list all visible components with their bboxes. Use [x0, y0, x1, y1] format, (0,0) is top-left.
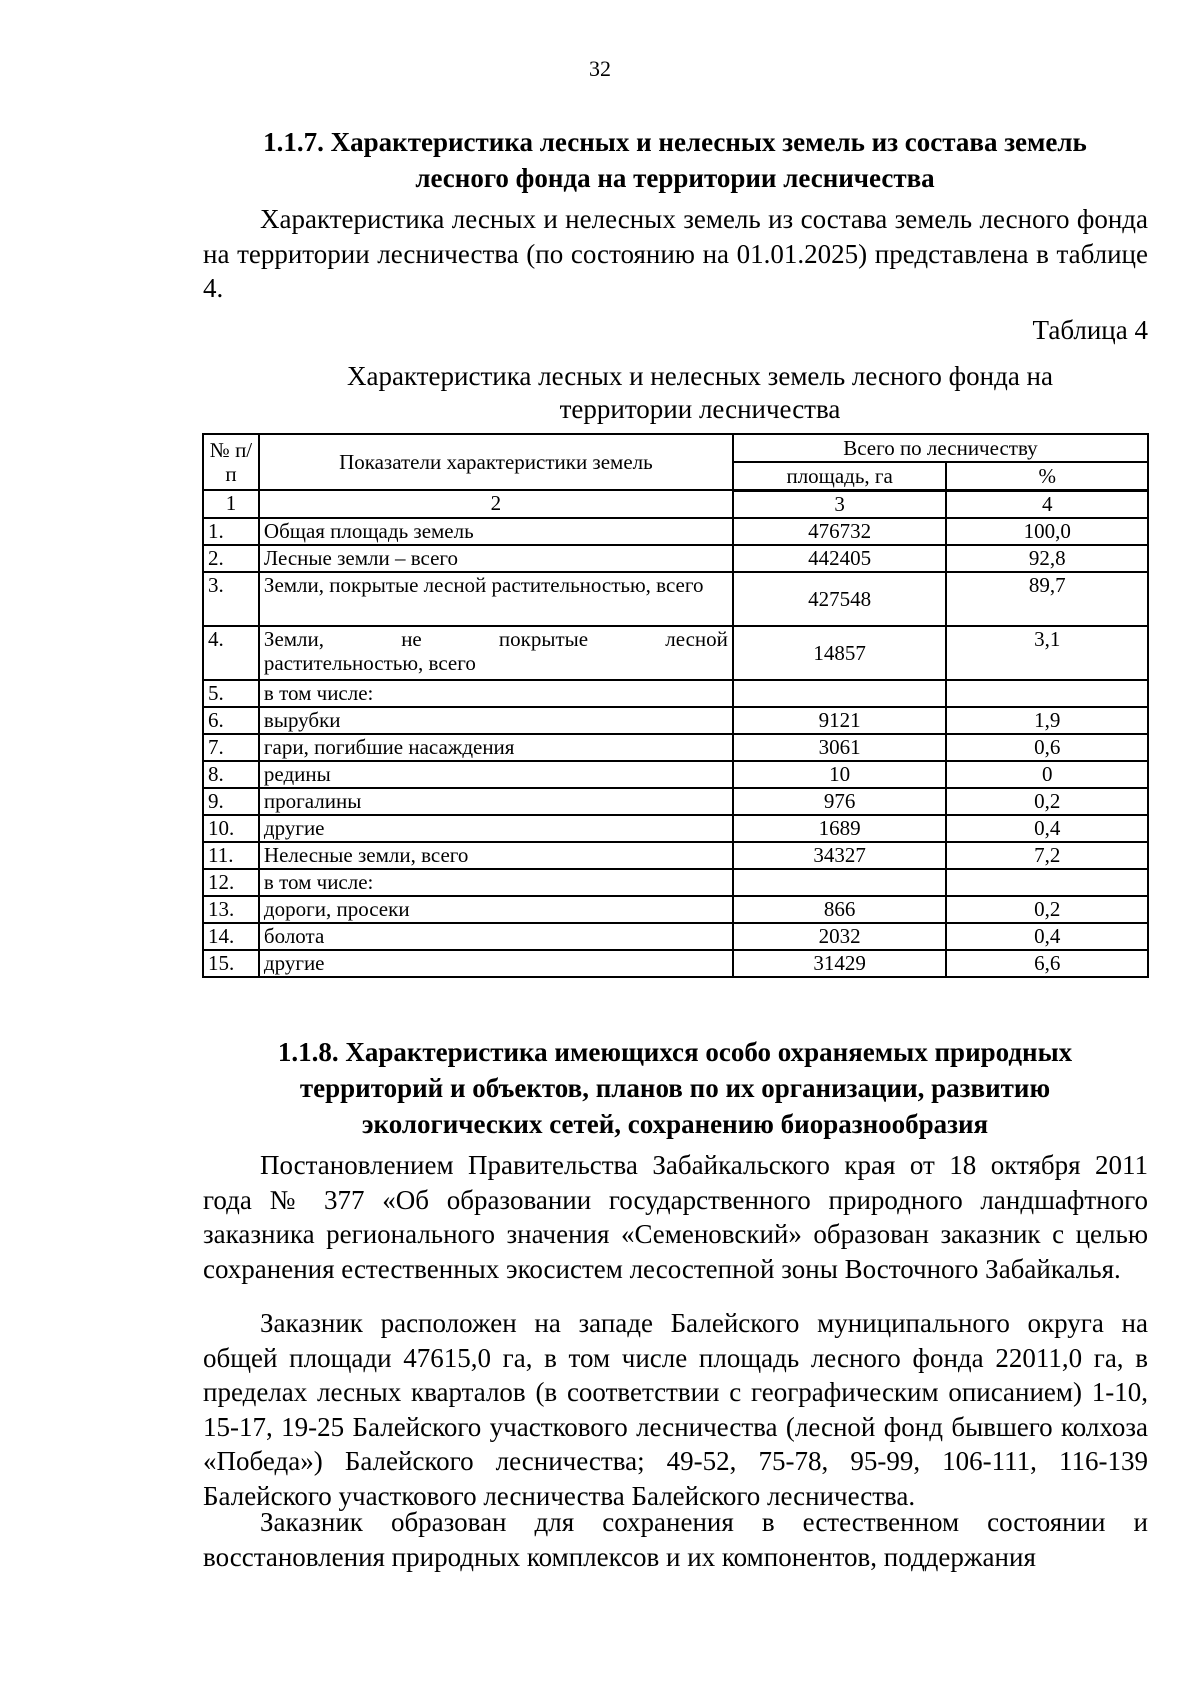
row-area: 427548: [733, 572, 947, 626]
row-area: 1689: [733, 815, 947, 842]
col-number: 4: [946, 490, 1148, 518]
table-row: [203, 518, 1148, 545]
row-number: 11.: [203, 842, 259, 869]
row-number: 13.: [203, 896, 259, 923]
header-percent: %: [946, 462, 1148, 490]
row-number: 12.: [203, 869, 259, 896]
row-area: 31429: [733, 950, 947, 977]
row-percent: 7,2: [946, 842, 1148, 869]
heading-line: экологических сетей, сохранению биоразнообразия: [361, 1109, 989, 1139]
row-number: 14.: [203, 923, 259, 950]
row-percent: 0,2: [946, 896, 1148, 923]
col-number: 1: [203, 490, 259, 518]
header-total: Всего по лесничеству: [733, 434, 1148, 462]
row-name: вырубки: [259, 707, 733, 734]
row-name-line: растительностью, всего: [263, 651, 476, 675]
row-percent: 0,4: [946, 923, 1148, 950]
paragraph-purpose: Заказник образован для сохранения в естественном состоянии и восстановления природных комплексов и их компонентов, поддержания: [203, 1507, 1148, 1572]
row-number: 9.: [203, 788, 259, 815]
row-percent: 1,9: [946, 707, 1148, 734]
paragraph-resolution: Постановлением Правительства Забайкальского края от 18 октября 2011 года № 377 «Об образовании государственного природного ландшафтного заказника регионального значения «Семеновский» образован заказник с целью сохранения естественных экосистем лесостепной зоны Восточного Забайкалья.: [203, 1150, 1148, 1284]
heading-line: 1.1.8. Характеристика имеющихся особо охраняемых природных: [277, 1037, 1073, 1067]
row-number: 5.: [203, 680, 259, 707]
col-number: 2: [259, 490, 733, 518]
row-name: в том числе:: [259, 680, 733, 707]
row-number: 10.: [203, 815, 259, 842]
section-heading-1-1-7: [200, 124, 1150, 196]
table-row: [203, 788, 1148, 815]
row-percent: 89,7: [946, 572, 1148, 626]
row-name-line: Земли, не покрытые лесной: [263, 627, 728, 651]
row-name: в том числе:: [259, 869, 733, 896]
header-area: площадь, га: [733, 462, 947, 490]
row-number: 8.: [203, 761, 259, 788]
row-number: 15.: [203, 950, 259, 977]
heading-line: территорий и объектов, планов по их организации, развитию: [299, 1073, 1051, 1103]
row-name: другие: [259, 815, 733, 842]
table-row: [203, 761, 1148, 788]
row-area: 442405: [733, 545, 947, 572]
header-indicator: Показатели характеристики земель: [259, 434, 733, 490]
table-row: [203, 572, 1148, 626]
caption-line: Характеристика лесных и нелесных земель лесного фонда на: [347, 361, 1053, 391]
row-area: 866: [733, 896, 947, 923]
table-row: [203, 896, 1148, 923]
row-name: редины: [259, 761, 733, 788]
table-row: [203, 626, 1148, 680]
caption-line: территории лесничества: [559, 394, 841, 424]
table-row: [203, 950, 1148, 977]
row-name: Общая площадь земель: [259, 518, 733, 545]
row-percent: 6,6: [946, 950, 1148, 977]
row-percent: 0,2: [946, 788, 1148, 815]
row-number: 7.: [203, 734, 259, 761]
row-name: Лесные земли – всего: [259, 545, 733, 572]
land-characteristics-table: [202, 433, 1149, 978]
table-header-row: [203, 434, 1148, 462]
page-number: 32: [589, 56, 611, 81]
row-number: 3.: [203, 572, 259, 626]
row-area: 3061: [733, 734, 947, 761]
row-name: дороги, просеки: [259, 896, 733, 923]
row-name: [259, 626, 733, 680]
table-row: [203, 815, 1148, 842]
row-number: 6.: [203, 707, 259, 734]
row-name: Земли, покрытые лесной растительностью, всего: [259, 572, 733, 626]
intro-paragraph: Характеристика лесных и нелесных земель из состава земель лесного фонда на территории лесничества (по состоянию на 01.01.2025) представлена в таблице 4.: [203, 204, 1148, 303]
row-area: [733, 680, 947, 707]
row-name: другие: [259, 950, 733, 977]
row-name: Нелесные земли, всего: [259, 842, 733, 869]
paragraph-location: Заказник расположен на западе Балейского муниципального округа на общей площади 47615,0 га, в том числе площадь лесного фонда 22011,0 га, в пределах лесных кварталов (в соответствии с географическим описанием) 1-10, 15-17, 19-25 Балейского участкового лесничества (лесной фонд бывшего колхоза «Победа») Балейского лесничества; 49-52, 75-78, 95-99, 106-111, 116-139 Балейского участкового лесничества Балейского лесничества.: [203, 1308, 1148, 1511]
row-percent: [946, 680, 1148, 707]
row-name: болота: [259, 923, 733, 950]
heading-line: лесного фонда на территории лесничества: [415, 163, 935, 193]
table-row: [203, 707, 1148, 734]
row-percent: 92,8: [946, 545, 1148, 572]
table-row: [203, 734, 1148, 761]
row-percent: 0,4: [946, 815, 1148, 842]
row-area: 976: [733, 788, 947, 815]
row-area: 476732: [733, 518, 947, 545]
table-label: Таблица 4: [1032, 315, 1148, 345]
heading-line: 1.1.7. Характеристика лесных и нелесных земель из состава земель: [263, 127, 1087, 157]
row-percent: [946, 869, 1148, 896]
row-percent: 0: [946, 761, 1148, 788]
row-number: 4.: [203, 626, 259, 680]
section-heading-1-1-8: [200, 1034, 1150, 1142]
row-area: 9121: [733, 707, 947, 734]
row-area: 34327: [733, 842, 947, 869]
column-number-row: [203, 490, 1148, 518]
table-row: [203, 680, 1148, 707]
row-number: 2.: [203, 545, 259, 572]
row-number: 1.: [203, 518, 259, 545]
row-name: гари, погибшие насаждения: [259, 734, 733, 761]
row-name: прогалины: [259, 788, 733, 815]
table-row: [203, 545, 1148, 572]
header-num: № п/п: [203, 434, 259, 490]
row-area: 2032: [733, 923, 947, 950]
row-area: 14857: [733, 626, 947, 680]
row-percent: 100,0: [946, 518, 1148, 545]
row-percent: 3,1: [946, 626, 1148, 680]
col-number: 3: [733, 490, 947, 518]
row-percent: 0,6: [946, 734, 1148, 761]
table-row: [203, 842, 1148, 869]
row-area: [733, 869, 947, 896]
row-area: 10: [733, 761, 947, 788]
table-row: [203, 923, 1148, 950]
table-row: [203, 869, 1148, 896]
table-caption: [300, 360, 1100, 426]
